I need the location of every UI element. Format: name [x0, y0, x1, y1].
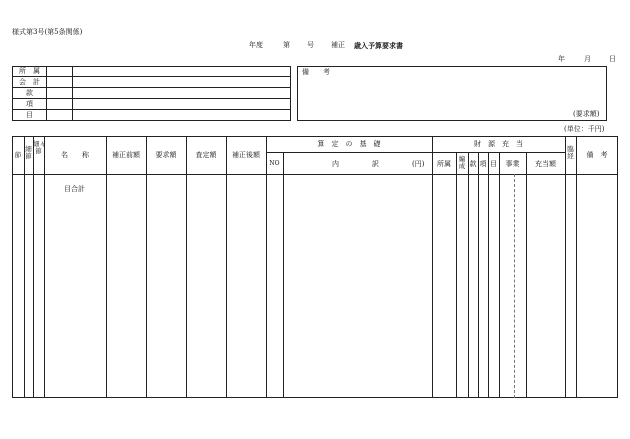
col-detail-2: 訳 [372, 160, 379, 168]
col-remarks: 備 考 [586, 151, 608, 159]
col-fund-hensei: 編成 [458, 155, 466, 170]
info-box [12, 66, 291, 121]
col-fund-dept: 所属 [437, 160, 451, 168]
col-saisetsu: 細節 [25, 145, 32, 160]
row-total-label: 目合計 [64, 185, 85, 193]
col-ringai: 臨経 [567, 145, 574, 160]
unit-note: (単位：千円) [564, 125, 605, 133]
remarks-box [297, 66, 607, 121]
group-funding: 財 源 充 当 [474, 140, 523, 148]
col-no: NO [269, 160, 280, 167]
col-fund-kou: 項 [479, 160, 487, 168]
info-label-moku: 目 [26, 111, 33, 119]
col-fund-moku: 目 [490, 160, 497, 168]
title-dai: 第 [283, 41, 290, 49]
col-request: 要求額 [155, 151, 177, 159]
title-nendo: 年度 [249, 41, 263, 49]
info-label-shozoku: 所 属 [19, 67, 40, 75]
info-label-kaikei: 会 計 [19, 78, 40, 86]
col-setsu: 節 [14, 151, 22, 159]
group-basis: 算 定 の 基 礎 [317, 140, 381, 148]
col-assessed: 査定額 [195, 151, 217, 159]
col-after: 補正後額 [232, 151, 260, 159]
col-detail-1: 内 [332, 160, 339, 168]
form-number: 様式第3号(第5条関係) [12, 28, 83, 36]
col-fund-kan: 款 [469, 160, 477, 168]
remarks-label: 備 考 [302, 68, 330, 76]
jigyou-divider [514, 174, 515, 398]
col-yen: (円) [412, 160, 425, 168]
title-go: 号 [307, 41, 314, 49]
col-fund-jigyou: 事業 [505, 160, 520, 168]
col-saisai: 細々節 [33, 140, 46, 155]
date-day: 日 [609, 55, 616, 63]
col-before: 補正前額 [112, 151, 140, 159]
col-name: 名 称 [61, 151, 89, 159]
info-label-kan: 款 [26, 89, 33, 97]
document-title: 歳入予算要求書 [354, 41, 403, 50]
info-label-kou: 項 [26, 100, 33, 108]
remarks-amount-note: (要求額) [573, 110, 600, 118]
budget-table [12, 136, 618, 398]
title-hosei: 補正 [331, 41, 345, 49]
date-month: 月 [584, 55, 591, 63]
date-year: 年 [558, 55, 565, 63]
col-fund-amount: 充当額 [535, 160, 556, 168]
